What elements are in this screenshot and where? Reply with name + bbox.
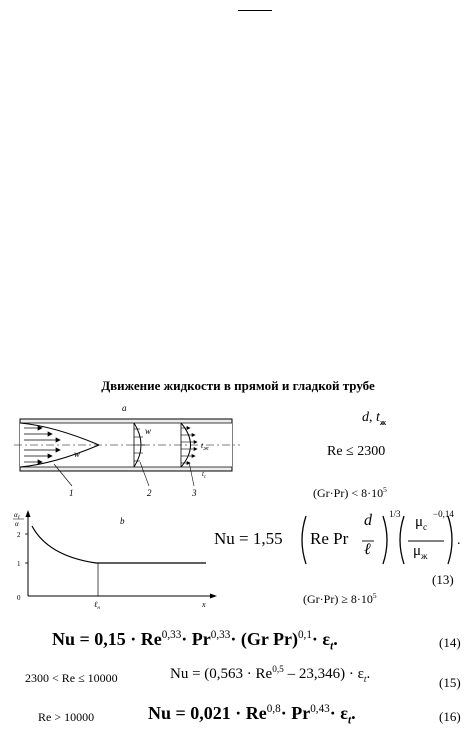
equation-16: $Nu = 0,021 \cdot Re^{0,8}\cdot Pr^{0,43}\cdot \varepsilon_t$. <box>148 703 356 727</box>
origin-label: 0 <box>17 594 21 602</box>
eq13-re-pr: Re Pr <box>310 529 349 548</box>
eq13-mu-c: $\mu_с$ <box>415 514 428 533</box>
eq13-period: . <box>457 533 461 548</box>
eq13-d: d <box>364 512 372 529</box>
t-w-label: $t_ж$ <box>201 441 209 452</box>
eq15-number: (15) <box>439 675 461 690</box>
eq13-number: (13) <box>432 572 454 587</box>
fig-b-label: b <box>120 516 125 526</box>
t-c-label: $t_c$ <box>202 470 207 480</box>
eq13-mu-zh: $\mu_ж$ <box>413 543 428 562</box>
eq16-number: (16) <box>439 709 461 724</box>
callout-3: 3 <box>192 488 197 498</box>
param-d-t: d, $t_ж$ <box>362 410 387 427</box>
callout-1: 1 <box>69 488 74 498</box>
grpr-lt-condition: $(Gr\cdot Pr) < 8\cdot 10^5$ <box>313 485 387 500</box>
figure-b-plot <box>10 508 220 611</box>
eq13-lhs-text: Nu = 1,55 <box>214 529 283 548</box>
y-axis-num: $\alpha_\ell$ <box>14 511 20 521</box>
eq13-exp1: 1/3 <box>389 509 401 519</box>
callout-2: 2 <box>147 488 152 498</box>
equation-15: $Nu = (0,563 \cdot Re^{0,5} - 23,346) \cdot \varepsilon_t$. <box>170 665 371 685</box>
figure-a-pipe <box>14 402 244 502</box>
eq13-l: ℓ <box>364 541 371 558</box>
y-tick-2: 2 <box>17 531 21 539</box>
eq15-condition: 2300 < Re ≤ 10000 <box>25 671 118 685</box>
eq14-number: (14) <box>439 635 461 650</box>
x-axis-label: x <box>202 600 206 609</box>
grpr-ge-condition: $(Gr\cdot Pr) \ge 8\cdot 10^5$ <box>303 591 377 606</box>
y-axis-den: α <box>15 520 19 528</box>
ln-label: ℓ$_н$ <box>94 600 100 611</box>
page-heading: Движение жидкости в прямой и гладкой трубе <box>101 378 375 393</box>
fig-a-label: a <box>122 403 127 413</box>
equation-14: Nu = 0,15 · Re$^{0,33}$· Pr$^{0,33}$· (Gr $Pr)^{0,1}\cdot \varepsilon_t$. <box>52 629 338 653</box>
eq13-exp2: −0,14 <box>433 509 454 519</box>
re-condition: Re ≤ 2300 <box>327 444 386 459</box>
w-mid-label: w <box>145 426 152 436</box>
eq16-condition: Re > 10000 <box>38 710 95 724</box>
w-left-label: w <box>74 449 81 459</box>
y-tick-1: 1 <box>17 560 21 568</box>
top-rule <box>238 10 272 11</box>
